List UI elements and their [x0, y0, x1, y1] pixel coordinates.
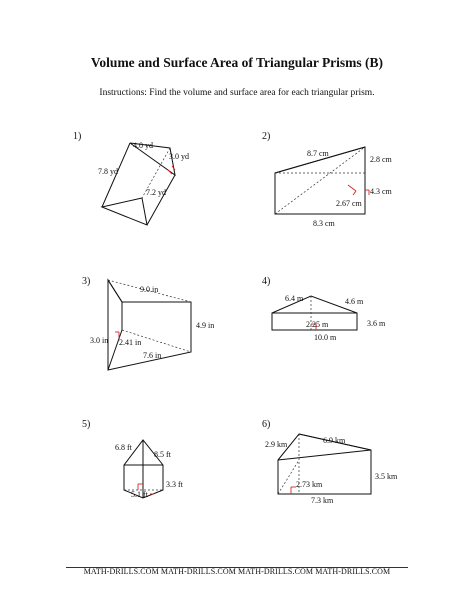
problem-5-label: 3.3 ft [166, 480, 183, 489]
problem-6-label: 2.73 km [296, 480, 323, 489]
problem-2-number: 2) [262, 131, 271, 142]
problem-3-label: 2.41 in [119, 338, 142, 347]
problem-2-label: 4.3 cm [370, 187, 392, 196]
problem-6-number: 6) [262, 419, 271, 430]
problem-3-label: 7.6 in [143, 351, 162, 360]
problem-4-label: 3.6 m [367, 319, 386, 328]
problem-5-label: 6.8 ft [115, 443, 132, 452]
problem-6-label: 2.9 km [265, 440, 288, 449]
worksheet-title: Volume and Surface Area of Triangular Prisms (B) [90, 55, 384, 70]
problem-3-label: 4.9 in [196, 321, 215, 330]
problem-1-label: 3.0 yd [169, 152, 189, 161]
problem-3-number: 3) [82, 276, 91, 287]
problem-1-label: 7.8 yd [98, 167, 118, 176]
problem-6-label: 3.5 km [375, 472, 398, 481]
problem-5-label: 8.5 ft [154, 450, 171, 459]
problem-2-label: 8.7 cm [307, 149, 329, 158]
problem-1-label: 4.0 yd [133, 141, 153, 150]
problem-3-label: 3.0 in [90, 336, 109, 345]
problem-2-label: 8.3 cm [313, 219, 335, 228]
problem-5-number: 5) [82, 419, 91, 430]
problem-4-label: 10.0 m [314, 333, 337, 342]
problem-1-number: 1) [73, 131, 82, 142]
problem-6-label: 6.9 km [323, 436, 346, 445]
problem-2-label: 2.8 cm [370, 155, 392, 164]
problem-4-label: 4.6 m [345, 297, 364, 306]
problem-4-label: 2.25 m [306, 320, 329, 329]
problem-3-label: 9.0 in [140, 285, 159, 294]
problem-2-label: 2.67 cm [336, 199, 362, 208]
problem-1-label: 7.2 yd [146, 188, 166, 197]
problem-4-label: 6.4 m [285, 294, 304, 303]
instructions: Instructions: Find the volume and surface area for each triangular prism. [99, 88, 375, 98]
problem-4-number: 4) [262, 276, 271, 287]
problem-5-label: 5.1 ft [131, 490, 148, 499]
problem-6-label: 7.3 km [311, 496, 334, 505]
footer-text: MATH-DRILLS.COM MATH-DRILLS.COM MATH-DRILLS.COM MATH-DRILLS.COM [83, 567, 391, 576]
